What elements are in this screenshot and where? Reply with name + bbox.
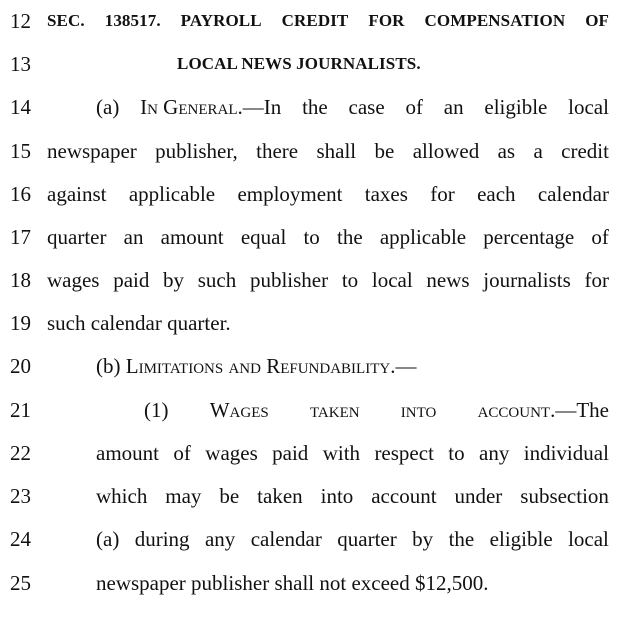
word: shall (316, 139, 357, 163)
word: any (204, 527, 236, 551)
line-21 (0, 395, 637, 425)
word: of (173, 441, 191, 465)
word: individual (523, 441, 609, 465)
line-number: 25 (10, 571, 31, 595)
word: news (426, 268, 470, 292)
word: an (443, 95, 464, 119)
caption-word: account.—The (477, 398, 609, 422)
word: as (497, 139, 516, 163)
word: taken (257, 484, 303, 508)
line-13 (0, 49, 637, 79)
word: of (591, 225, 609, 249)
word: publisher (249, 268, 329, 292)
line-23 (0, 481, 637, 511)
line-number: 24 (10, 527, 31, 551)
word: may (165, 484, 202, 508)
word: eligible (484, 95, 548, 119)
paragraph-marker: (1) (144, 398, 169, 422)
subsection-a-heading (96, 92, 609, 122)
word: which (96, 484, 148, 508)
word: paid (272, 441, 309, 465)
subsection-marker: (a) (96, 95, 120, 119)
section-heading-continued: LOCAL NEWS JOURNALISTS. (177, 54, 421, 73)
subsection-caption: In General.—In (140, 95, 282, 119)
line-22 (0, 438, 637, 468)
word: publisher, (155, 139, 238, 163)
word: be (219, 484, 240, 508)
word: SEC. (47, 11, 85, 30)
word: by (412, 527, 434, 551)
word: PAYROLL (180, 11, 262, 30)
word: each (477, 182, 516, 206)
body-text: newspaper publisher shall not exceed $12,500. (96, 571, 489, 595)
subsection-b-heading (96, 351, 416, 381)
line-number: 13 (10, 52, 31, 76)
body-text (47, 136, 609, 166)
word: of (405, 95, 423, 119)
line-17 (0, 222, 637, 252)
subsection-caption: Limitations and Refundability (125, 354, 391, 378)
word: with (322, 441, 361, 465)
word: applicable (379, 225, 467, 249)
body-text: such calendar quarter. (47, 311, 231, 335)
word: be (374, 139, 395, 163)
word: account (371, 484, 437, 508)
word: an (123, 225, 144, 249)
word: a (533, 139, 543, 163)
word: allowed (412, 139, 480, 163)
paragraph-1-heading (144, 395, 609, 425)
word: wages (47, 268, 100, 292)
body-text (96, 524, 609, 554)
word: during (134, 527, 190, 551)
word: local (568, 527, 609, 551)
line-14 (0, 92, 637, 122)
word: newspaper (47, 139, 137, 163)
word: subsection (520, 484, 609, 508)
line-16 (0, 179, 637, 209)
word: the (302, 95, 328, 119)
line-number: 17 (10, 225, 31, 249)
line-number: 19 (10, 311, 31, 335)
body-text (47, 222, 609, 252)
word: to (341, 268, 359, 292)
line-18 (0, 265, 637, 295)
line-20 (0, 351, 637, 381)
body-text (47, 265, 609, 295)
word: respect (374, 441, 434, 465)
word: OF (585, 11, 609, 30)
subsection-caption-dash: .— (390, 354, 417, 378)
caption-word: taken (309, 398, 360, 422)
word: for (430, 182, 455, 206)
line-number: 22 (10, 441, 31, 465)
line-number: 21 (10, 398, 31, 422)
word: under (454, 484, 503, 508)
line-19 (0, 308, 637, 338)
word: amount (96, 441, 159, 465)
word: eligible (489, 527, 553, 551)
line-25 (0, 568, 637, 598)
word: credit (561, 139, 609, 163)
word: case (348, 95, 385, 119)
line-number: 14 (10, 95, 31, 119)
word: journalists (483, 268, 571, 292)
word: any (479, 441, 510, 465)
word: employment (237, 182, 343, 206)
word: percentage (483, 225, 575, 249)
word: such (197, 268, 237, 292)
word: amount (160, 225, 224, 249)
body-text (96, 481, 609, 511)
word: (a) (96, 527, 120, 551)
word: COMPENSATION (424, 11, 566, 30)
section-heading (47, 6, 609, 36)
body-text (96, 438, 609, 468)
word: local (568, 95, 609, 119)
line-number: 15 (10, 139, 31, 163)
word: FOR (368, 11, 405, 30)
body-text (47, 179, 609, 209)
subsection-marker: (b) (96, 354, 121, 378)
line-number: 18 (10, 268, 31, 292)
line-number: 23 (10, 484, 31, 508)
line-number: 12 (10, 9, 31, 33)
word: the (448, 527, 475, 551)
word: CREDIT (281, 11, 349, 30)
word: for (584, 268, 609, 292)
word: 138517. (104, 11, 161, 30)
word: equal (240, 225, 287, 249)
word: to (448, 441, 465, 465)
word: quarter (337, 527, 397, 551)
caption-word: into (400, 398, 437, 422)
word: against (47, 182, 107, 206)
word: to (303, 225, 320, 249)
line-15 (0, 136, 637, 166)
word: taxes (364, 182, 408, 206)
word: applicable (128, 182, 216, 206)
word: local (371, 268, 413, 292)
word: into (320, 484, 354, 508)
word: the (336, 225, 363, 249)
word: calendar (537, 182, 609, 206)
word: quarter (47, 225, 107, 249)
word: wages (205, 441, 258, 465)
line-24 (0, 524, 637, 554)
line-number: 20 (10, 354, 31, 378)
word: by (163, 268, 185, 292)
word: paid (113, 268, 150, 292)
word: there (256, 139, 299, 163)
caption-word: Wages (209, 398, 269, 422)
line-number: 16 (10, 182, 31, 206)
word: calendar (250, 527, 322, 551)
line-12 (0, 6, 637, 36)
